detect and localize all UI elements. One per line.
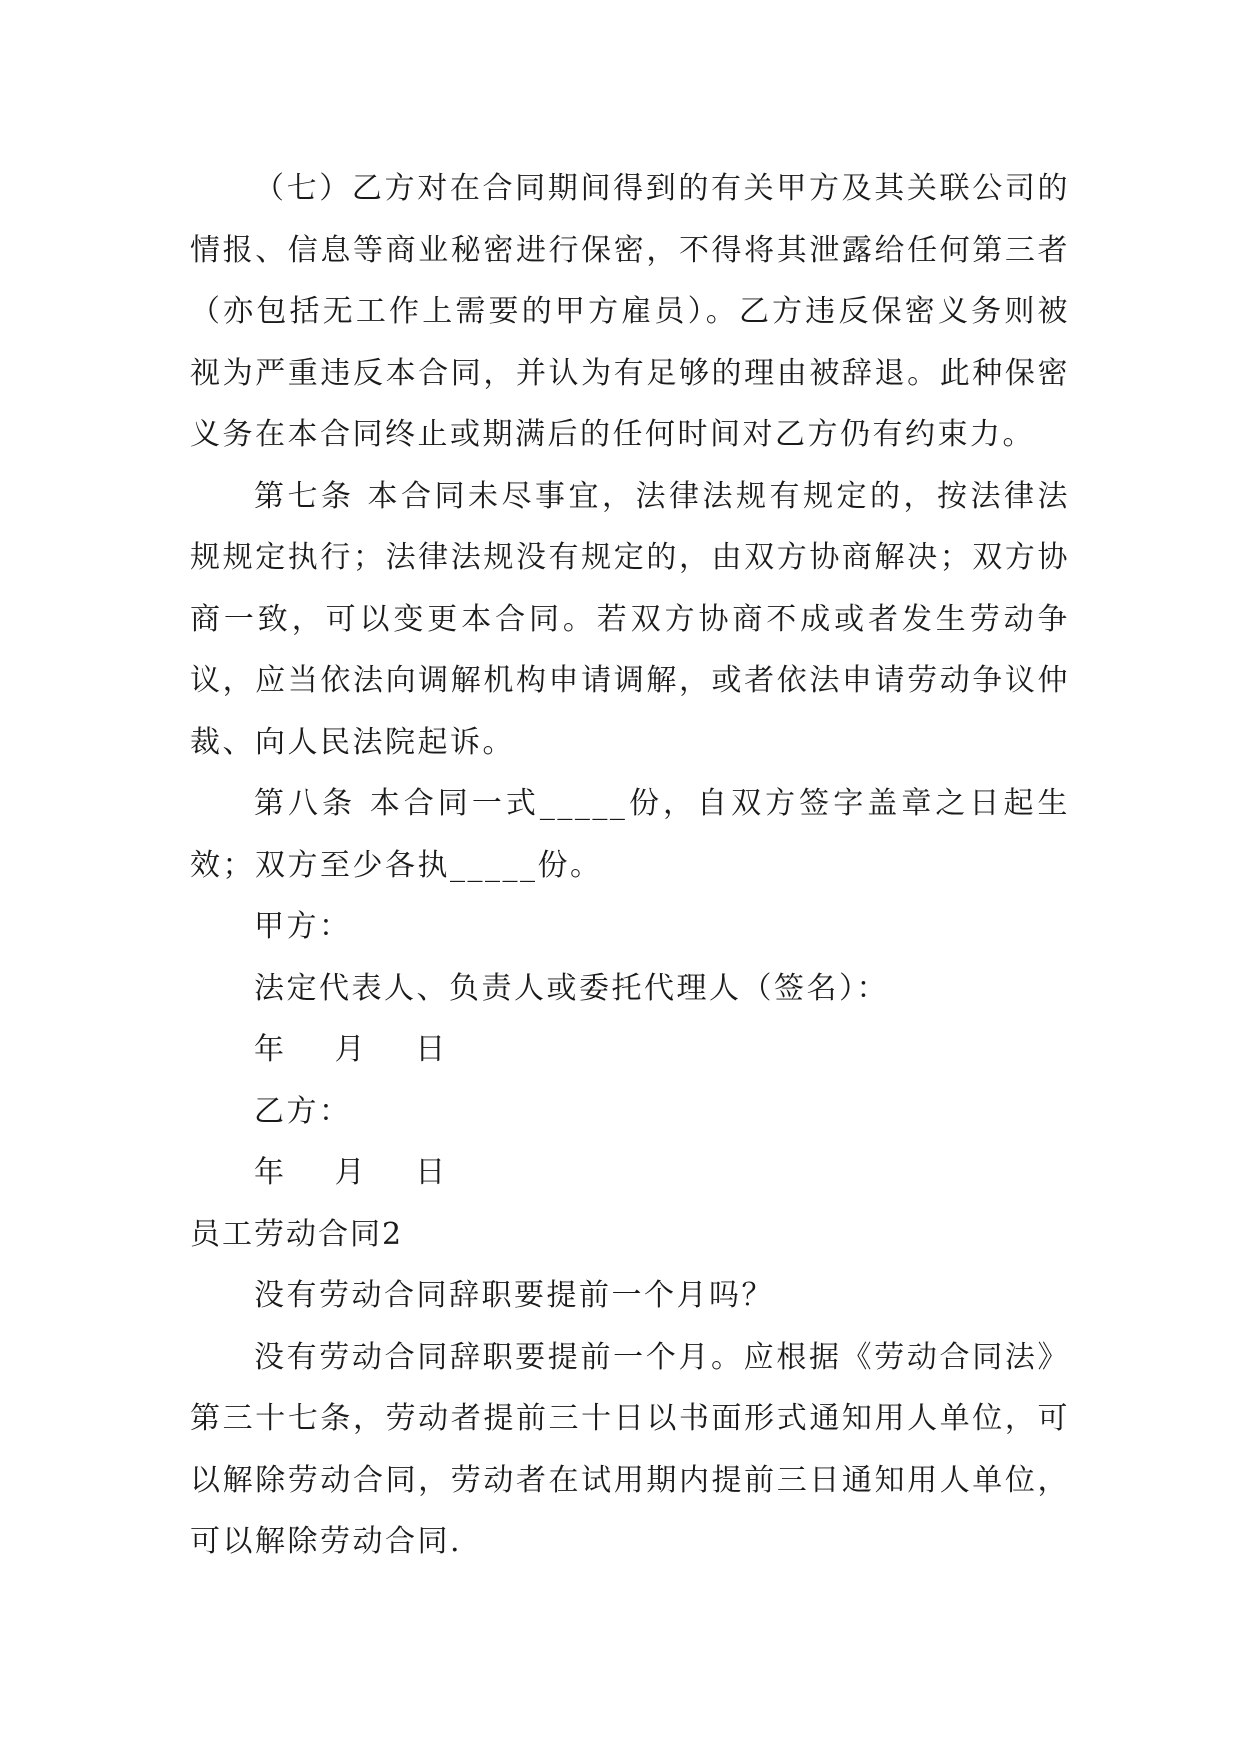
representative-signature-label: 法定代表人、负责人或委托代理人（签名）： [254,970,889,1006]
article-8-paragraph: 第八条 本合同一式_____份，自双方签字盖章之日起生效；双方至少各执_____份。 [190,786,1070,883]
party-a-label: 甲方： [254,909,352,944]
party-b-label: 乙方： [254,1093,352,1129]
document-page [190,158,1070,1573]
party-a-date: 年 月 日 [254,1032,448,1067]
confidentiality-paragraph: （七）乙方对在合同期间得到的有关甲方及其关联公司的情报、信息等商业秘密进行保密，不得将其泄露给任何第三者（亦包括无工作上需要的甲方雇员）。乙方违反保密义务则被视为严重违反本合同，并认为有足够的理由被辞退。此种保密义务在本合同终止或期满后的任何时间对乙方仍有约束力。 [190,171,1070,452]
faq-answer: 没有劳动合同辞职要提前一个月。应根据《劳动合同法》第三十七条，劳动者提前三十日以书面形式通知用人单位，可以解除劳动合同，劳动者在试用期内提前三日通知用人单位，可以解除劳动合同. [190,1339,1070,1559]
faq-question: 没有劳动合同辞职要提前一个月吗？ [254,1278,774,1313]
party-b-date: 年 月 日 [254,1155,448,1190]
article-7-paragraph: 第七条 本合同未尽事宜，法律法规有规定的，按法律法规规定执行；法律法规没有规定的，由双方协商解决；双方协商一致，可以变更本合同。若双方协商不成或者发生劳动争议，应当依法向调解机构申请调解，或者依法申请劳动争议仲裁、向人民法院起诉。 [190,478,1070,760]
section-heading: 员工劳动合同2 [190,1216,404,1252]
